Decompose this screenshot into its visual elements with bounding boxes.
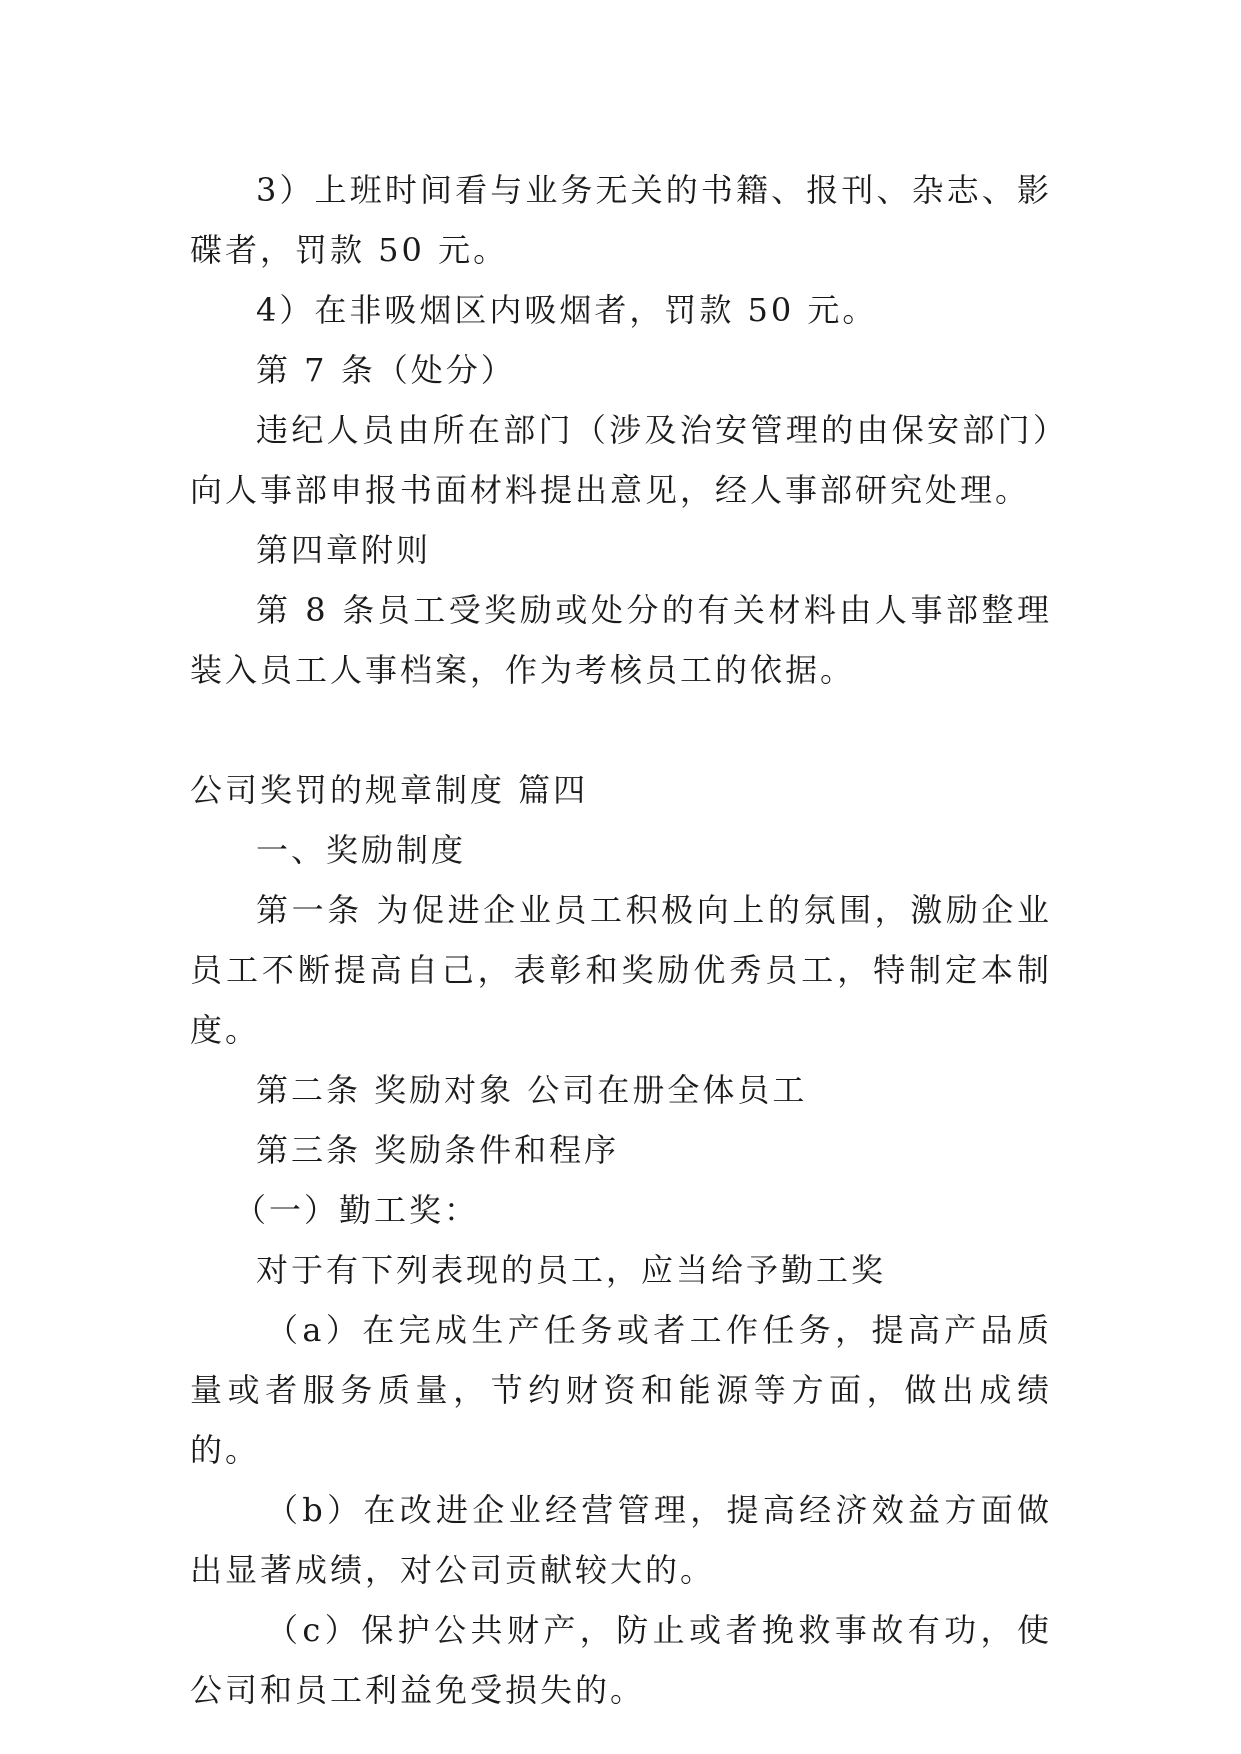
section-title: 公司奖罚的规章制度 篇四 bbox=[190, 771, 589, 809]
document-body bbox=[190, 160, 1052, 1720]
article-7-heading: 第 7 条（处分） bbox=[256, 351, 516, 389]
paragraph-penalty-4: 4）在非吸烟区内吸烟者，罚款 50 元。 bbox=[256, 291, 878, 329]
paragraph-penalty-3: 3）上班时间看与业务无关的书籍、报刊、杂志、影碟者，罚款 50 元。 bbox=[190, 171, 1052, 269]
paragraph-item-b: （b）在改进企业经营管理，提高经济效益方面做出显著成绩，对公司贡献较大的。 bbox=[190, 1491, 1052, 1589]
paragraph-article-3: 第三条 奖励条件和程序 bbox=[256, 1131, 620, 1169]
diligence-award-heading: （一）勤工奖： bbox=[234, 1191, 480, 1229]
paragraph-item-a: （a）在完成生产任务或者工作任务，提高产品质量或者服务质量，节约财资和能源等方面，做出成绩的。 bbox=[190, 1311, 1052, 1469]
paragraph-article-7-body: 违纪人员由所在部门（涉及治安管理的由保安部门）向人事部申报书面材料提出意见，经人事部研究处理。 bbox=[190, 411, 1052, 509]
reward-system-heading: 一、奖励制度 bbox=[256, 831, 467, 869]
paragraph-article-2: 第二条 奖励对象 公司在册全体员工 bbox=[256, 1071, 808, 1109]
paragraph-article-1: 第一条 为促进企业员工积极向上的氛围，激励企业员工不断提高自己，表彰和奖励优秀员工，特制定本制度。 bbox=[190, 891, 1052, 1049]
paragraph-article-8: 第 8 条员工受奖励或处分的有关材料由人事部整理装入员工人事档案，作为考核员工的依据。 bbox=[190, 591, 1052, 689]
paragraph-diligence-intro: 对于有下列表现的员工，应当给予勤工奖 bbox=[256, 1251, 887, 1289]
paragraph-item-c: （c）保护公共财产，防止或者挽救事故有功，使公司和员工利益免受损失的。 bbox=[190, 1611, 1052, 1709]
chapter-4-heading: 第四章附则 bbox=[256, 531, 432, 569]
